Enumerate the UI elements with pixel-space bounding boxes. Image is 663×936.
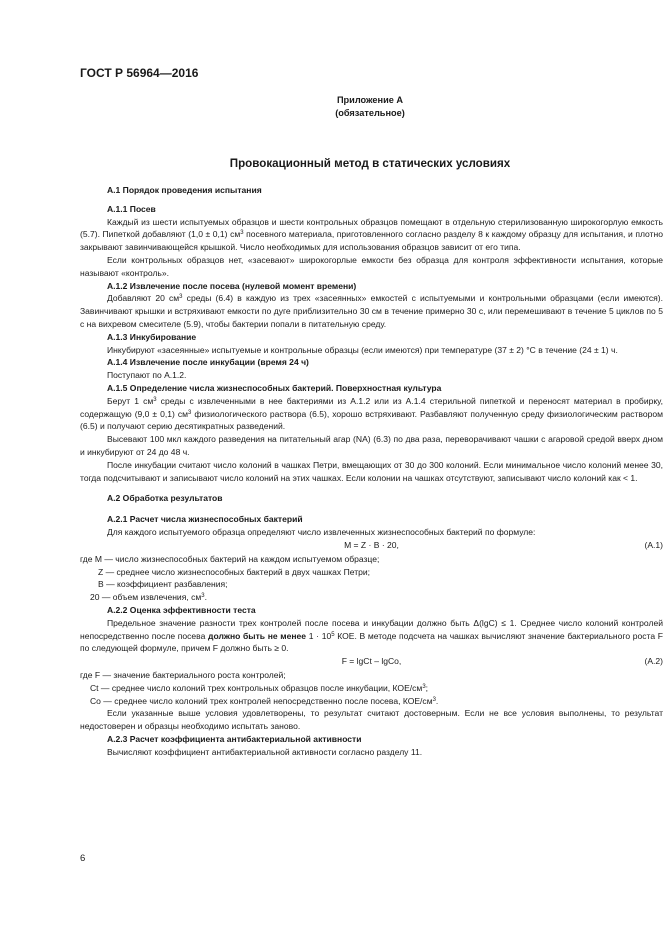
paragraph: Вычисляют коэффициент антибактериальной активности согласно разделу 11. bbox=[107, 746, 423, 757]
annex-status: (обязательное) bbox=[335, 108, 405, 118]
definition-line: Ct — среднее число колоний трех контрольных образцов после инкубации, КОЕ/$см^3$; bbox=[90, 682, 429, 693]
paragraph: Предельное значение разности трех контролей после посева и инкубации должно быть Δ(lgC) ≤ 1. Среднее число колоний контролей непосредственно после посева должно быть не менее $1 \cdot 10^5$ КОЕ. В методе подсчета на чашках вычисляют значение бактериального роста F по следующей формуле, причем F должно быть ≥ 0. bbox=[80, 617, 663, 654]
annex-title: Приложение А bbox=[336, 95, 404, 105]
formula-number: (А.2) bbox=[644, 656, 663, 667]
section-a1: А.1 Порядок проведения испытания bbox=[107, 185, 262, 195]
section-a22: А.2.2 Оценка эффективности теста bbox=[107, 604, 256, 615]
section-a13: А.1.3 Инкубирование bbox=[107, 331, 197, 342]
paragraph: Для каждого испытуемого образца определяют число извлеченных жизнеспособных бактерий по формуле: bbox=[107, 526, 536, 537]
paragraph: Берут 1 $см^3$ среды с извлеченными в нее бактериями из А.1.2 или из А.1.4 стерильной пипеткой и переносят материал в пробирку, содержащую (9,0 ± 0,1) $см^3$ физиологического раствора (6.5), хорошо встряхивают. Разбавляют полученную среду физиологическим раствором (6.5) и получают серию десятикратных разведений. bbox=[80, 395, 663, 432]
formula-expression: M = Z · B · 20, bbox=[344, 539, 399, 550]
section-a23: А.2.3 Расчет коэффициента антибактериальной активности bbox=[107, 734, 362, 745]
document-body bbox=[80, 184, 663, 759]
paragraph: После инкубации считают число колоний в чашках Петри, вмещающих от 30 до 300 колоний. Если минимальное число колоний менее 30, тогда подсчитывают и записывают число колоний на этих чашках. Если колонии на чашках отсутствуют, записывают число колоний как < 1. bbox=[80, 459, 663, 483]
formula-a2 bbox=[80, 655, 663, 669]
paragraph: Каждый из шести испытуемых образцов и шести контрольных образцов помещают в отдельную стерилизованную широкогорлую емкость (5.7). Пипеткой добавляют (1,0 ± 0,1) $см^3$ посевного материала, приготовленного согласно разделу 8 к каждому образцу для испытания, и плотно закрывают завинчивающейся крышкой. Число необходимых для использования образцов зависит от его типа. bbox=[80, 216, 663, 253]
definition-line: Z — среднее число жизнеспособных бактерий в двух чашках Петри; bbox=[98, 566, 371, 577]
definition-line: где F — значение бактериального роста контролей; bbox=[80, 670, 286, 681]
page-title: Провокационный метод в статических условиях bbox=[229, 157, 511, 170]
section-a11: А.1.1 Посев bbox=[107, 203, 156, 214]
paragraph: Высевают 100 мкл каждого разведения на питательный агар (NA) (6.3) по два раза, переворачивают чашки с агаровой средой вверх дном и инкубируют от 24 до 48 ч. bbox=[80, 434, 663, 457]
page-number: 6 bbox=[80, 853, 86, 864]
definition-line: Co — среднее число колоний трех контролей непосредственно после посева, КОЕ/$см^3$. bbox=[90, 695, 439, 706]
section-a15: А.1.5 Определение числа жизнеспособных бактерий. Поверхностная культура bbox=[107, 382, 442, 393]
formula-expression: F = lgCt – lgCo, bbox=[341, 656, 402, 667]
standard-header: ГОСТ Р 56964—2016 bbox=[80, 66, 199, 80]
paragraph: Поступают по А.1.2. bbox=[107, 370, 187, 381]
paragraph: Добавляют 20 $см^3$ среды (6.4) в каждую из трех «засеянных» емкостей с испытуемыми и контрольными образцами (если имеются). Завинчивают крышки и встряхивают емкости по дуге приблизительно 30 см в течение примерно 30 с, или перемешивают в течение 5 циклов по 5 с на вихревом смесителе (5.9), чтобы бактерии попали в питательную среду. bbox=[80, 293, 663, 329]
formula-a1 bbox=[80, 539, 663, 553]
section-a14: А.1.4 Извлечение после инкубации (время 24 ч) bbox=[107, 357, 309, 368]
section-a12: А.1.2 Извлечение после посева (нулевой момент времени) bbox=[107, 280, 357, 291]
formula-number: (А.1) bbox=[644, 539, 663, 550]
definition-line: 20 — объем извлечения, $см^3$. bbox=[90, 592, 207, 603]
definition-line: B — коэффициент разбавления; bbox=[98, 579, 228, 590]
paragraph: Если контрольных образцов нет, «засевают» широкогорлые емкости без образца для контроля эффективности испытания, которые называют «контроль». bbox=[80, 254, 663, 278]
paragraph: Инкубируют «засеянные» испытуемые и контрольные образцы (если имеются) при температуре (37 ± 2) °С в течение (24 ± 1) ч. bbox=[107, 344, 618, 355]
definition-line: где M — число жизнеспособных бактерий на каждом испытуемом образце; bbox=[80, 553, 380, 564]
section-a2: А.2 Обработка результатов bbox=[107, 493, 223, 504]
paragraph: Если указанные выше условия удовлетворены, то результат считают достоверным. Если не все условия выполнены, то результат недостоверен и образцы необходимо испытать заново. bbox=[80, 708, 663, 732]
section-a21: А.2.1 Расчет числа жизнеспособных бактерий bbox=[107, 514, 303, 525]
